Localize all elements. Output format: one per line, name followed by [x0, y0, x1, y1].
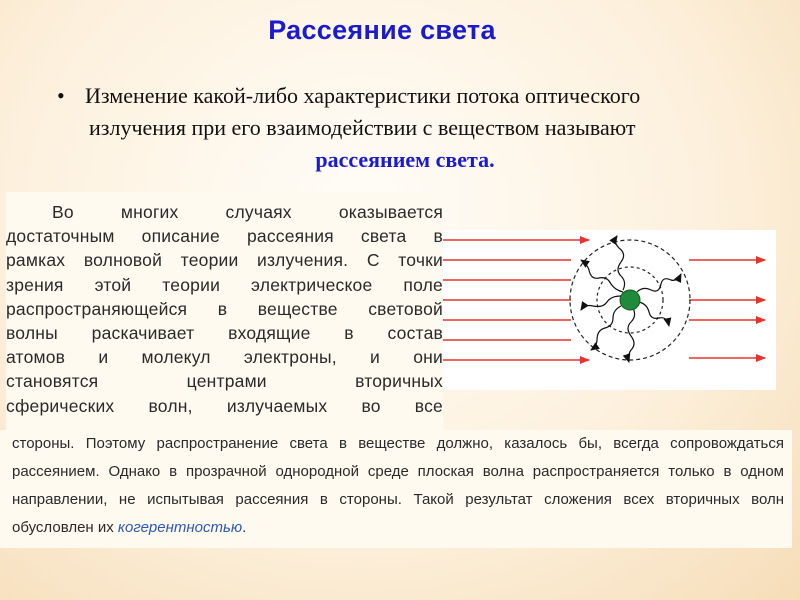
scan-line: распространяющейся в веществе световой	[6, 298, 443, 319]
outgoing-rays	[689, 260, 765, 358]
scanned-text-panel	[6, 192, 443, 430]
scattered-wave-upleft	[581, 260, 623, 292]
scanned-text-block	[6, 200, 443, 418]
scattered-wave-left	[581, 296, 621, 310]
scan-line: сферических волн, излучаемых во все	[6, 395, 443, 416]
scattering-diagram	[443, 230, 776, 390]
scattered-wave-upright	[637, 274, 681, 292]
scan-bottom-line-last	[0, 514, 792, 542]
scattering-diagram-svg	[443, 230, 776, 390]
scan-bottom-line: направлении, не испытывая рассеяния в стороны. Такой результат сложения всех вторичных волн	[12, 491, 784, 508]
incoming-rays	[443, 240, 589, 360]
scan-line: волны раскачивает входящие в состав	[6, 322, 443, 343]
scattered-wave-down	[628, 308, 635, 362]
bullet-emphasis-term: рассеянием света.	[315, 147, 495, 172]
scan-bottom-line: стороны. Поэтому распространение света в веществе должно, казалось бы, всегда сопровождаться	[12, 435, 784, 452]
scan-line: зрения этой теории электрическое поле	[6, 274, 443, 295]
scattered-wave-downleft	[591, 306, 621, 350]
bullet-line-2: излучения при его взаимодействии с веществом называют	[89, 115, 636, 140]
bullet-line-1: Изменение какой-либо характеристики потока оптического	[85, 83, 641, 108]
scan-line: рамках волновой теории излучения. С точки	[6, 250, 443, 271]
scattering-center-particle	[620, 290, 640, 310]
scan-bottom-suffix: .	[242, 519, 247, 536]
scan-line: Во многих случаях оказывается	[52, 202, 443, 222]
scan-bottom-prefix: обусловлен их	[12, 519, 118, 536]
scan-line: становятся центрами вторичных	[6, 371, 443, 392]
scan-line: достаточным описание рассеяния света в	[6, 226, 443, 247]
scan-line: атомов и молекул электроны, и они	[6, 347, 443, 368]
scan-bottom-line: рассеянием. Однако в прозрачной однородной среде плоская волна распространяется только в одном	[12, 463, 784, 480]
scanned-text-continuation	[0, 430, 792, 548]
scattered-wave-up	[615, 236, 624, 290]
coherence-term-link[interactable]: когерентностью	[117, 519, 243, 536]
bullet-marker: •	[57, 83, 65, 108]
slide-title: Рассеяние света	[268, 15, 496, 45]
bullet-text	[85, 80, 785, 176]
